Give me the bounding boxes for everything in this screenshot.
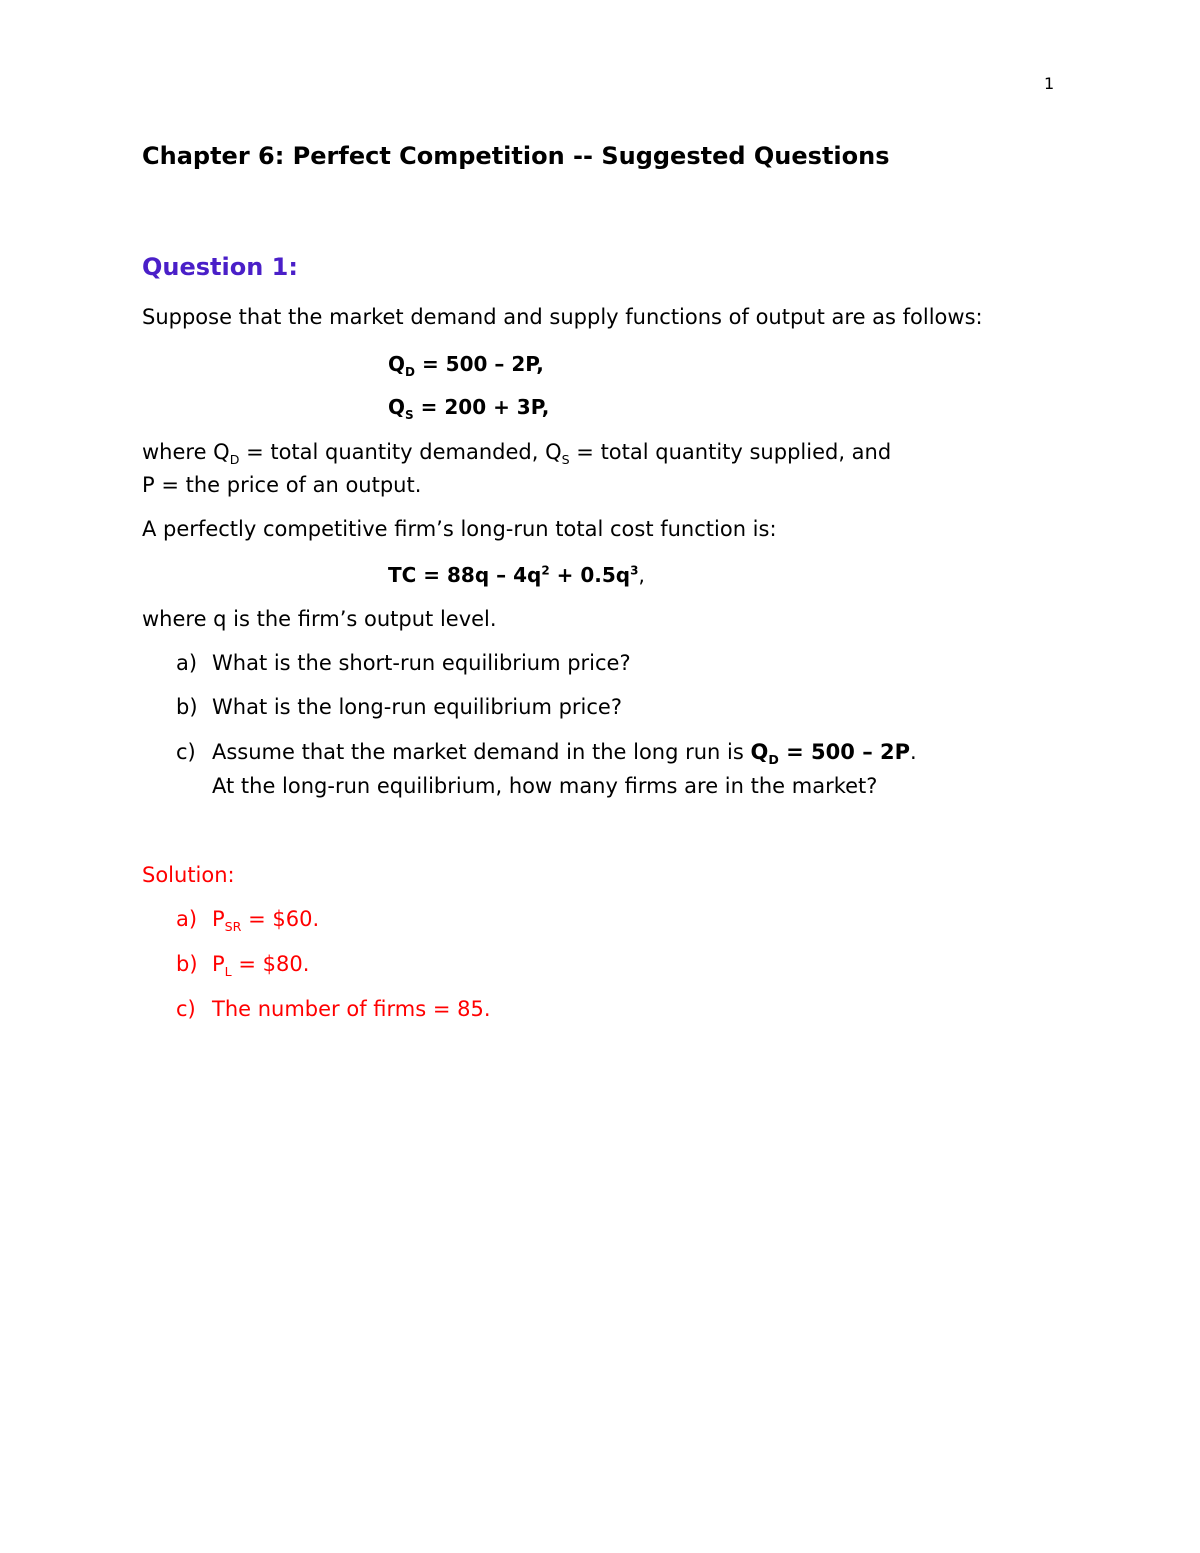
question-heading: Question 1: xyxy=(142,253,298,281)
eq-sub: D xyxy=(405,365,415,379)
item-text: What is the long-run equilibrium price? xyxy=(212,695,622,719)
item-var: P xyxy=(212,907,225,931)
def-text-2: = total quantity demanded, Q xyxy=(239,440,562,464)
eq-q: Q xyxy=(388,352,406,376)
item-label: a) xyxy=(176,651,198,675)
item-text-line2: At the long-run equilibrium, how many firms are in the market? xyxy=(212,774,878,798)
def-sub-1: D xyxy=(229,452,240,468)
item-label: b) xyxy=(176,952,198,976)
item-text-part: Assume that the market demand in the long run is xyxy=(212,740,751,764)
item-tail: . xyxy=(910,740,917,764)
item-value: = $60. xyxy=(241,907,320,931)
eq-q: Q xyxy=(750,740,769,764)
item-sub: L xyxy=(224,964,232,980)
item-label: b) xyxy=(176,695,198,719)
eq-q: Q xyxy=(388,395,406,419)
variable-definitions xyxy=(142,440,892,468)
total-cost-equation xyxy=(388,563,645,587)
item-sub: SR xyxy=(224,919,242,935)
cost-function-intro: A perfectly competitive firm’s long-run total cost function is: xyxy=(142,517,777,541)
item-equation xyxy=(750,740,911,768)
item-text xyxy=(212,907,320,935)
supply-equation xyxy=(388,395,550,422)
demand-equation xyxy=(388,352,544,379)
item-text: The number of firms = 85. xyxy=(212,997,491,1021)
item-label: c) xyxy=(176,997,196,1021)
output-note: where q is the firm’s output level. xyxy=(142,607,497,631)
tc-part-2: + 0.5q xyxy=(549,563,631,587)
tc-exp-1: 2 xyxy=(541,563,550,578)
solution-heading: Solution: xyxy=(142,863,235,887)
tc-exp-2: 3 xyxy=(630,563,639,578)
tc-part-3: , xyxy=(638,563,645,587)
eq-sub: D xyxy=(768,752,779,768)
price-definition: P = the price of an output. xyxy=(142,473,422,497)
eq-rest: = 200 + 3P, xyxy=(413,395,550,419)
tc-part-1: TC = 88q – 4q xyxy=(388,563,542,587)
item-text: What is the short-run equilibrium price? xyxy=(212,651,631,675)
eq-sub: S xyxy=(405,408,414,422)
question-intro: Suppose that the market demand and supply functions of output are as follows: xyxy=(142,305,983,329)
page-number: 1 xyxy=(1044,74,1055,93)
item-text xyxy=(212,740,917,768)
item-var: P xyxy=(212,952,225,976)
def-sub-2: S xyxy=(561,452,570,468)
page-title: Chapter 6: Perfect Competition -- Suggested Questions xyxy=(142,142,890,170)
def-text-1: where Q xyxy=(142,440,230,464)
eq-rest: = 500 – 2P, xyxy=(414,352,544,376)
eq-rest: = 500 – 2P xyxy=(778,740,911,764)
item-label: c) xyxy=(176,740,196,764)
item-value: = $80. xyxy=(231,952,310,976)
item-label: a) xyxy=(176,907,198,931)
def-text-3: = total quantity supplied, and xyxy=(569,440,892,464)
item-text xyxy=(212,952,310,980)
